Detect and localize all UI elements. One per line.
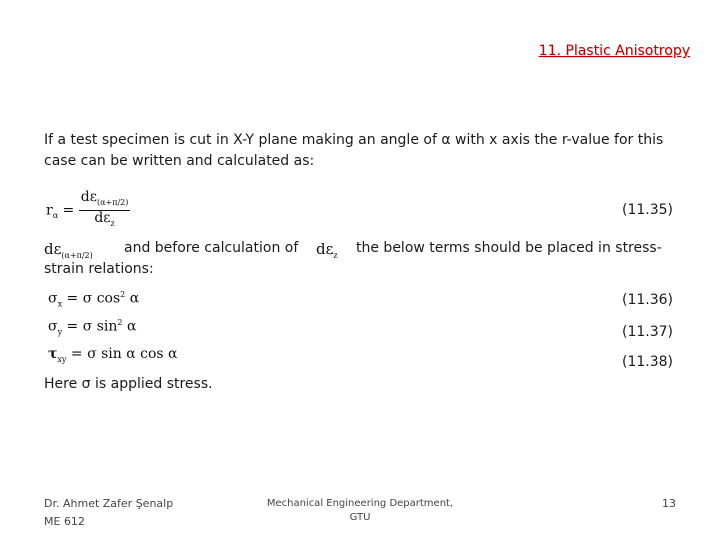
mid-text-part-a: and before calculation of xyxy=(124,240,299,256)
slide-title: 11. Plastic Anisotropy xyxy=(538,43,690,59)
footer-department: Mechanical Engineering Department, xyxy=(266,498,454,509)
equation-number-11-36: (11.36) xyxy=(621,292,673,308)
footer-course: ME 612 xyxy=(44,515,85,528)
intro-paragraph: If a test specimen is cut in X-Y plane making an angle of α with x axis the r-value for this case can be written and calculated as: xyxy=(44,132,664,169)
equation-number-11-38: (11.38) xyxy=(621,354,673,370)
sigma-x-equation: $\sigma_x = \sigma$ $\cos^2 \alpha$ xyxy=(48,290,140,309)
d-epsilon-z-term: $d\varepsilon_z$ xyxy=(316,240,338,260)
applied-stress-note: Here σ is applied stress. xyxy=(44,376,213,392)
equation-number-11-35: (11.35) xyxy=(621,202,673,218)
tau-xy-equation: $\tau_{xy} = \sigma$ sin α cos α xyxy=(48,346,178,364)
mid-text-part-b: the below terms should be placed in stress-strain relations: xyxy=(44,240,662,277)
equation-number-11-37: (11.37) xyxy=(621,324,673,340)
d-epsilon-alpha-term: $d\varepsilon_{(\alpha+\pi/2)}$ xyxy=(44,240,93,260)
footer-university: GTU xyxy=(349,512,371,523)
page-number: 13 xyxy=(662,497,676,510)
footer-author: Dr. Ahmet Zafer Şenalp xyxy=(44,497,174,510)
sigma-y-equation: $\sigma_y = \sigma$ $\sin^2 \alpha$ xyxy=(48,318,137,337)
r-alpha-equation: $r_\alpha$ = $\frac{d\varepsilon_{(\alpha+\pi/2)}}{d\varepsilon_z}$ xyxy=(46,189,129,228)
